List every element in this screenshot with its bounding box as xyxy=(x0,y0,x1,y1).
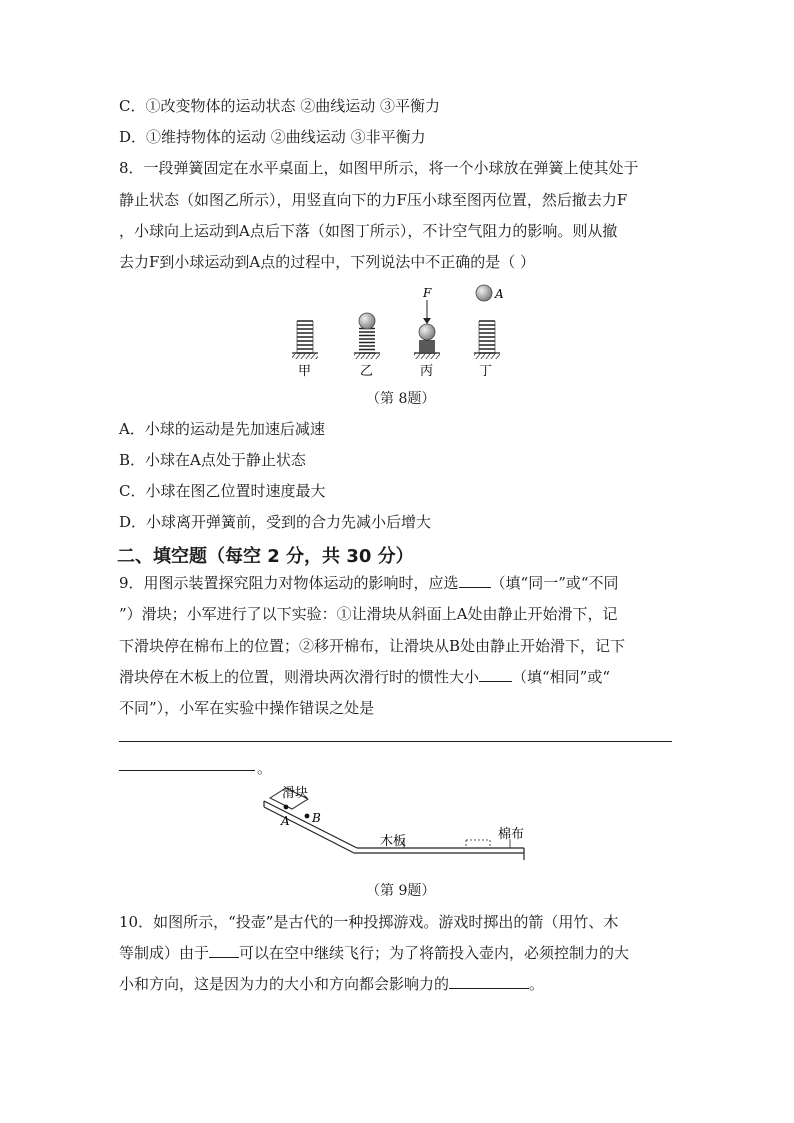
spring-bing xyxy=(414,286,440,359)
point-a-dot xyxy=(284,805,289,810)
label-jia: 甲 xyxy=(298,364,312,379)
label-ding: 丁 xyxy=(479,364,493,379)
slider-label: 滑块 xyxy=(282,786,309,801)
q10-blank-1 xyxy=(209,943,239,958)
q8-option-b: B．小球在A点处于静止状态 xyxy=(119,451,306,469)
q9-text-line-2: ”）滑块；小军进行了以下实验：①让滑块从斜面上A处由静止开始滑下，记 xyxy=(119,605,618,623)
q9-answer-line-short xyxy=(119,770,255,771)
q9-text-4a: 滑块停在木板上的位置，则滑块两次滑行时的惯性大小 xyxy=(119,668,480,686)
spring-ding xyxy=(474,285,504,359)
spring-jia xyxy=(292,321,318,359)
point-b-text: B xyxy=(312,811,321,825)
point-a-label: A xyxy=(495,287,504,301)
q8-text-line-1: 8．一段弹簧固定在水平桌面上，如图甲所示，将一个小球放在弹簧上使其处于 xyxy=(119,159,639,177)
q9-blank-2 xyxy=(479,667,512,682)
q9-text-line-4 xyxy=(119,667,610,687)
label-bing: 丙 xyxy=(420,364,434,379)
q9-answer-line-long xyxy=(119,741,672,742)
label-yi: 乙 xyxy=(360,364,374,379)
option-c-q7: C．①改变物体的运动状态 ②曲线运动 ③平衡力 xyxy=(119,97,441,115)
point-a-text: A xyxy=(281,814,290,828)
q10-text-2b: 可以在空中继续飞行；为了将箭投入壶内，必须控制力的大 xyxy=(239,944,630,962)
q10-text-line-1: 10．如图所示，“投壶”是古代的一种投掷游戏。游戏时掷出的箭（用竹、木 xyxy=(119,913,619,931)
q8-text-line-2: 静止状态（如图乙所示），用竖直向下的力F压小球至图丙位置，然后撤去力F xyxy=(119,191,628,209)
q10-text-line-3 xyxy=(119,974,544,994)
q9-incline-figure xyxy=(262,780,534,870)
spring-yi xyxy=(354,313,380,359)
q9-text-4b: （填“相同”或“ xyxy=(512,668,611,686)
q8-text-line-3: ，小球向上运动到A点后下落（如图丁所示），不计空气阻力的影响。则从撤 xyxy=(119,222,618,240)
point-b-dot xyxy=(305,814,310,819)
q9-end-period: 。 xyxy=(257,759,273,777)
q8-option-d: D．小球离开弹簧前，受到的合力先减小后增大 xyxy=(119,513,432,531)
q8-option-c: C．小球在图乙位置时速度最大 xyxy=(119,482,326,500)
q10-text-line-2 xyxy=(119,943,629,963)
q10-text-3a: 小和方向，这是因为力的大小和方向都会影响力的 xyxy=(119,975,450,993)
q9-text-line-3: 下滑块停在棉布上的位置；②移开棉布，让滑块从B处由静止开始滑下，记下 xyxy=(119,637,626,655)
section-heading: 二、填空题（每空 2 分，共 30 分） xyxy=(117,546,414,567)
q9-text-line-5: 不同”），小军在实验中操作错误之处是 xyxy=(119,699,375,717)
q9-text-1a: 9．用图示装置探究阻力对物体运动的影响时，应选 xyxy=(119,574,459,592)
q10-text-2a: 等制成）由于 xyxy=(119,944,210,962)
q9-text-line-1 xyxy=(119,573,619,593)
q10-text-3b: 。 xyxy=(529,975,545,993)
force-f-label: F xyxy=(423,286,432,300)
q9-figure-caption: （第 9题） xyxy=(366,883,436,899)
q9-text-1b: （填“同一”或“不同 xyxy=(490,574,619,592)
q8-text-line-4: 去力F到小球运动到A点的过程中，下列说法中不正确的是（ ） xyxy=(119,253,536,271)
q8-option-a: A．小球的运动是先加速后减速 xyxy=(119,420,325,438)
q9-blank-1 xyxy=(459,573,491,588)
q8-figure-caption: （第 8题） xyxy=(366,391,436,407)
q8-spring-figure xyxy=(280,282,510,382)
board-label: 木板 xyxy=(380,834,407,849)
option-d-q7: D．①维持物体的运动 ②曲线运动 ③非平衡力 xyxy=(119,128,426,146)
cloth-label: 棉布 xyxy=(498,827,525,842)
q10-blank-2 xyxy=(449,974,529,989)
